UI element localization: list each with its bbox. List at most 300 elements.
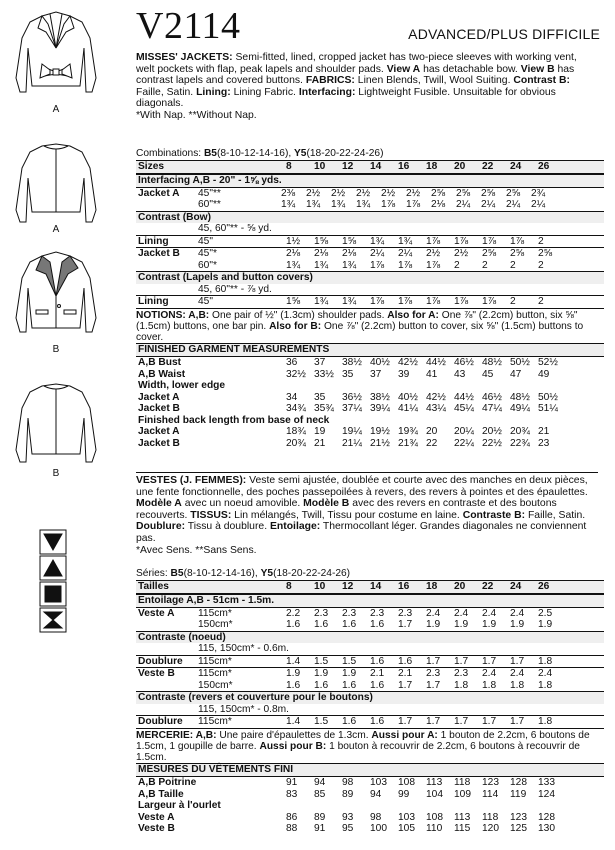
value-cell: 19¼ [342,426,362,438]
value-cell: 113 [454,811,471,823]
jacket-b-back-icon [12,380,100,470]
value-cell: 1⅞ [381,199,396,210]
value-cell: 44½ [426,357,446,369]
value-cell: 2½ [356,187,371,199]
value-cell: 2¾ [531,187,546,199]
veste-b-115-row [136,667,604,680]
value-cell: 2¼ [506,199,521,210]
value-cell: 120 [482,823,499,835]
size-header-cell: 10 [314,581,326,592]
value-cell: 1⅞ [370,296,385,307]
value-cell: 33½ [314,368,334,380]
interfacing-row: Interfacing A,B - 20" - 1⅝ yds. [136,174,604,187]
value-cell: 1.6 [286,679,301,691]
value-cell: 1⅞ [426,296,441,307]
value-cell: 44½ [454,391,474,403]
taille-row [136,789,604,801]
value-cell: 1.9 [482,619,497,630]
value-cell: 37¼ [342,403,362,415]
contrast-bow-row: Contrast (Bow) [136,211,604,224]
value-cell: 1.6 [398,655,413,667]
value-cell: 2½ [306,187,321,199]
value-cell: 2⅝ [538,248,553,259]
back-length-b-row [136,438,604,450]
value-cell: 50½ [510,357,530,369]
value-cell: 1¾ [398,235,413,247]
width-jacket-b-row [136,403,604,415]
size-header-cell: 22 [482,161,494,172]
row-label: Veste A [138,607,175,619]
value-cell: 2.3 [370,607,385,619]
value-cell: 1.7 [454,655,469,667]
value-cell: 2.4 [482,668,497,679]
row-label: Lining [138,296,169,307]
value-cell: 2⅝ [482,248,497,259]
value-cell: 1.9 [426,619,441,630]
value-cell: 2 [482,259,488,271]
value-cell: 20½ [482,426,502,438]
row-label: Jacket B [138,248,180,259]
fabric-width: 60"* [198,259,217,271]
value-cell: 1.9 [342,668,357,679]
size-header-cell: 14 [370,581,382,592]
value-cell: 2.3 [426,668,441,679]
value-cell: 2¼ [481,199,496,210]
size-header-cell: 20 [454,161,466,172]
value-cell: 42½ [398,357,418,369]
value-cell: 35 [342,368,354,380]
value-cell: 2.3 [398,607,413,619]
value-cell: 40½ [398,391,418,403]
jacket-b-45-row [136,247,604,260]
pattern-number: V2114 [136,5,241,47]
value-cell: 113 [426,777,443,789]
value-cell: 21½ [370,437,390,449]
tailles-header-row: Tailles 8 10 12 14 16 18 20 22 24 26 [136,580,604,594]
value-cell: 1¾ [331,199,346,210]
value-cell: 118 [454,777,471,789]
value-cell: 1.7 [510,716,525,727]
value-cell: 34 [286,391,298,403]
value-cell: 42½ [426,391,446,403]
row-label: Doublure [138,716,183,727]
value-cell: 36½ [342,391,362,403]
fabric-width: 115cm* [198,607,232,619]
value-cell: 2.4 [510,607,525,619]
value-cell: 1⅞ [482,235,497,247]
value-cell: 1.7 [398,619,413,630]
value-cell: 1⅞ [398,296,413,307]
size-header-cell: 12 [342,161,354,172]
finished-measurements-header: FINISHED GARMENT MEASUREMENTS [136,343,604,357]
value-cell: 1½ [286,235,301,247]
value-cell: 35 [314,391,326,403]
value-cell: 1⅞ [370,259,385,271]
value-cell: 123 [510,811,527,823]
value-cell: 49 [538,368,550,380]
value-cell: 104 [426,788,443,800]
entoilage-row: Entoilage A,B - 51cm - 1.5m. [136,594,604,607]
largeur-row: Largeur à l'ourlet [138,800,221,812]
value-cell: 93 [342,811,354,823]
lining-1-row [136,235,604,248]
contraste-revers-m-row: 115, 150cm* - 0.8m. [198,703,289,715]
value-cell: 37 [370,368,382,380]
value-cell: 47¼ [482,403,502,415]
value-cell: 1.7 [454,716,469,727]
value-cell: 99 [398,788,410,800]
value-cell: 1.7 [426,655,441,667]
size-header-cell: 10 [314,161,326,172]
value-cell: 23 [538,437,550,449]
value-cell: 1.6 [286,619,301,630]
value-cell: 103 [398,811,415,823]
value-cell: 1.4 [286,716,301,727]
value-cell: 37 [314,357,326,369]
value-cell: 41 [426,368,438,380]
value-cell: 19¾ [398,426,418,438]
value-cell: 2⅛ [314,248,329,259]
value-cell: 109 [454,788,471,800]
value-cell: 43¼ [426,403,446,415]
value-cell: 89 [342,788,354,800]
value-cell: 21 [314,437,326,449]
value-cell: 1.7 [482,655,497,667]
value-cell: 1.6 [370,655,385,667]
view-b-label: B [52,344,60,355]
value-cell: 1.7 [510,655,525,667]
row-label: A,B Bust [138,357,182,369]
value-cell: 2.4 [482,607,497,619]
value-cell: 91 [286,777,298,789]
value-cell: 2 [510,259,516,271]
fabric-width: 45"** [198,187,221,199]
value-cell: 35¾ [314,403,334,415]
largeur-veste-a-row [136,812,604,824]
value-cell: 88 [286,823,298,835]
view-b-back-label: B [52,468,60,479]
value-cell: 43 [454,368,466,380]
row-label: Lining [138,235,169,247]
fabric-width: 45" [198,235,213,247]
value-cell: 2 [510,296,516,307]
value-cell: 1.6 [370,679,385,691]
value-cell: 49¼ [510,403,530,415]
value-cell: 1.7 [426,716,441,727]
value-cell: 105 [398,823,415,835]
view-a-front-illustration [12,8,100,115]
value-cell: 103 [370,777,387,789]
value-cell: 18¾ [286,426,306,438]
value-cell: 51¼ [538,403,558,415]
value-cell: 1¾ [342,259,357,271]
back-length-a-row [136,426,604,438]
value-cell: 1.7 [482,716,497,727]
value-cell: 118 [482,811,499,823]
value-cell: 2.4 [426,607,441,619]
value-cell: 22½ [482,437,502,449]
mesures-header: MESURES DU VÊTEMENTS FINI [136,763,604,777]
jacket-a-back-icon [12,140,100,230]
bust-row [136,357,604,369]
value-cell: 1⅞ [398,259,413,271]
largeur-veste-b-row [136,823,604,835]
size-header-cell: 8 [286,161,292,172]
notions-english: NOTIONS: A,B: One pair of ½" (1.3cm) shoulder pads. Also for A: One ⅞" (2.2cm) button, six ⅝" (1.5cm) buttons, one bar pin. Also for B: One ⅞" (2.2cm) button to cover, six ⅝" (1.5cm) buttons to cover. [136,308,604,344]
value-cell: 2.4 [454,607,469,619]
description-french: VESTES (J. FEMMES): Veste semi ajustée, doublée et courte avec des manches en deux pièces, une fente fonctionnelle, des poches passepoilées à revers, des revers à pointes et des épaulettes. Modèle A avec un noeud amovible. Modèle B avec des revers en contraste et des boutons recouverts. TISSUS: Lin mélangés, Twill, Tissu pour costume en laine. Contraste B: Faille, Satin. Doublure: Tissu à doublure. Entoilage: Thermocollant léger. Grandes diagonales ne conviennent pas. *Avec Sens. **Sans Sens. [136,472,598,556]
value-cell: 2.1 [370,668,385,679]
contraste-revers-row: Contraste (revers et couverture pour le boutons) [136,691,604,704]
fabric-width: 150cm* [198,679,233,691]
value-cell: 1⅞ [426,235,441,247]
value-cell: 91 [314,823,326,835]
yardage-table-french [136,568,604,835]
value-cell: 98 [342,777,354,789]
value-cell: 123 [482,777,499,789]
value-cell: 21¾ [398,437,418,449]
fabric-width: 150cm* [198,619,233,630]
value-cell: 1.6 [342,716,357,727]
value-cell: 1.7 [398,716,413,727]
layout-symbols [38,528,68,643]
veste-b-150-row [136,680,604,692]
value-cell: 100 [370,823,387,835]
view-sidebar [0,0,108,850]
value-cell: 2 [538,259,544,271]
value-cell: 2⅝ [431,187,446,199]
value-cell: 86 [286,811,298,823]
value-cell: 2.3 [342,607,357,619]
value-cell: 1.8 [538,655,553,667]
size-header-cell: 24 [510,581,522,592]
series-line: Séries: B5(8-10-12-14-16), Y5(18-20-22-24-26) [136,568,351,579]
value-cell: 38½ [370,391,390,403]
value-cell: 1¾ [281,199,296,210]
value-cell: 2 [538,235,544,247]
value-cell: 83 [286,788,298,800]
row-label: A,B Poitrine [138,777,197,789]
size-header-cell: 14 [370,161,382,172]
value-cell: 1.8 [454,679,469,691]
value-cell: 39¼ [370,403,390,415]
value-cell: 108 [398,777,415,789]
value-cell: 98 [370,811,382,823]
difficulty-level: ADVANCED/PLUS DIFFICILE [408,26,600,42]
fabric-width: 115cm* [198,716,232,727]
waist-row [136,369,604,381]
value-cell: 1.9 [286,668,301,679]
value-cell: 1¾ [286,259,301,271]
value-cell: 94 [370,788,382,800]
value-cell: 125 [510,823,527,835]
value-cell: 32½ [286,368,306,380]
row-label: Jacket B [138,437,180,449]
value-cell: 47 [510,368,522,380]
value-cell: 20¾ [286,437,306,449]
row-label: Jacket B [138,403,180,415]
value-cell: 46½ [454,357,474,369]
jacket-a-45-row [136,187,604,200]
fabric-width: 115cm* [198,655,232,667]
mercerie-french: MERCERIE: A,B: Une paire d'épaulettes de 1.3cm. Aussi pour A: 1 bouton de 2.2cm, 6 boutons de 1.5cm, 1 goupille de barre. Aussi pour B: 1 bouton à recouvrir de 2.2cm, 6 boutons à recouvrir de 1.5cm. [136,728,604,764]
value-cell: 2½ [406,187,421,199]
value-cell: 48½ [482,357,502,369]
value-cell: 1⅞ [482,296,497,307]
veste-a-150-row [136,619,604,631]
lining-2-row [136,295,604,308]
value-cell: 52½ [538,357,558,369]
value-cell: 1.5 [314,655,329,667]
width-lower-edge-row: Width, lower edge [138,380,226,392]
view-b-back-illustration [12,380,100,479]
value-cell: 2¼ [456,199,471,210]
size-header-cell: 18 [426,581,438,592]
value-cell: 50½ [538,391,558,403]
combinations-line: Combinations: B5(8-10-12-14-16), Y5(18-20-22-24-26) [136,148,384,159]
value-cell: 21¼ [342,437,362,449]
value-cell: 2.3 [314,607,329,619]
value-cell: 1.8 [510,679,525,691]
main-content [136,0,604,850]
value-cell: 1⅞ [510,235,525,247]
value-cell: 2⅛ [286,248,301,259]
value-cell: 2¼ [398,248,413,259]
size-header-cell: 24 [510,161,522,172]
value-cell: 2.4 [538,668,553,679]
view-a-back-label: A [52,224,60,235]
value-cell: 2¼ [370,248,385,259]
size-header-cell: 18 [426,161,438,172]
row-label: Jacket A [138,426,180,438]
value-cell: 1¾ [356,199,371,210]
value-cell: 20¾ [510,426,530,438]
value-cell: 45¼ [454,403,474,415]
value-cell: 1.6 [314,679,329,691]
value-cell: 2.5 [538,607,553,619]
value-cell: 1.9 [454,619,469,630]
value-cell: 2.1 [398,668,413,679]
value-cell: 1.5 [314,716,329,727]
row-label: Veste A [138,811,175,823]
value-cell: 2¼ [531,199,546,210]
value-cell: 1⅞ [406,199,421,210]
value-cell: 21 [538,426,550,438]
value-cell: 1¾ [342,296,357,307]
value-cell: 2 [538,296,544,307]
value-cell: 2½ [381,187,396,199]
fabric-width: 45" [198,296,213,307]
value-cell: 1.9 [538,619,553,630]
contraste-noeud-m-row: 115, 150cm* - 0.6m. [198,643,289,654]
jacket-b-60-row [136,260,604,272]
value-cell: 95 [342,823,354,835]
value-cell: 1.6 [314,619,329,630]
value-cell: 114 [482,788,499,800]
jacket-b-front-icon [12,248,100,340]
value-cell: 22¼ [454,437,474,449]
value-cell: 2 [454,259,460,271]
value-cell: 128 [510,777,527,789]
sizes-header-row: Sizes 8 10 12 14 16 18 20 22 24 26 [136,160,604,174]
value-cell: 85 [314,788,326,800]
row-label: Jacket A [138,391,180,403]
size-header-cell: 20 [454,581,466,592]
value-cell: 2.2 [286,607,301,619]
value-cell: 22¾ [510,437,530,449]
description-english: MISSES' JACKETS: Semi-fitted, lined, cropped jacket has two-piece sleeves with working vent, welt pockets with flap, peak lapels and shoulder pads. View A has detachable bow. View B has contrast lapels and covered buttons. FABRICS: Linen Blends, Twill, Wool Suiting. Contrast B: Faille, Satin. Lining: Lining Fabric. Interfacing: Lightweight Fusible. Unsuitable for obvious diagonals. *With Nap. **Without Nap. [136,52,577,121]
doublure-1-row [136,655,604,668]
value-cell: 1⅝ [286,296,301,307]
value-cell: 130 [538,823,555,835]
contraste-noeud-row: Contraste (noeud) [136,631,604,644]
value-cell: 34¾ [286,403,306,415]
value-cell: 1¾ [314,259,329,271]
row-label: A,B Taille [138,788,184,800]
fabric-width: 45"* [198,248,217,259]
value-cell: 110 [426,823,443,835]
veste-a-115-row [136,607,604,620]
value-cell: 94 [314,777,326,789]
value-cell: 124 [538,788,555,800]
size-header-cell: 8 [286,581,292,592]
size-header-cell: 12 [342,581,354,592]
size-header-cell: 16 [398,161,410,172]
value-cell: 2½ [331,187,346,199]
value-cell: 1⅞ [454,296,469,307]
row-label: Jacket A [138,187,180,199]
poitrine-row [136,777,604,789]
width-jacket-a-row [136,392,604,404]
value-cell: 38½ [342,357,362,369]
value-cell: 2⅜ [281,187,296,199]
value-cell: 1.8 [482,679,497,691]
value-cell: 89 [314,811,326,823]
size-header-cell: 26 [538,581,550,592]
value-cell: 1.6 [370,716,385,727]
value-cell: 1.7 [398,679,413,691]
view-a-back-illustration [12,140,100,235]
contrast-bow-yd-row: 45, 60"** - ⅝ yd. [198,223,272,234]
value-cell: 2.4 [510,668,525,679]
jacket-a-60-row [136,199,604,211]
value-cell: 36 [286,357,298,369]
value-cell: 119 [510,788,527,800]
value-cell: 115 [454,823,471,835]
value-cell: 1¾ [314,296,329,307]
value-cell: 1.5 [342,655,357,667]
value-cell: 1.6 [370,619,385,630]
value-cell: 48½ [510,391,530,403]
value-cell: 133 [538,777,555,789]
size-header-cell: 16 [398,581,410,592]
row-label: Doublure [138,655,183,667]
value-cell: 45 [482,368,494,380]
value-cell: 20¼ [454,426,474,438]
value-cell: 1.8 [538,716,553,727]
size-header-cell: 26 [538,161,550,172]
contrast-lapels-row: Contrast (Lapels and button covers) [136,271,604,284]
value-cell: 1⅞ [454,235,469,247]
value-cell: 1⅝ [342,235,357,247]
value-cell: 1.6 [342,679,357,691]
value-cell: 1¾ [370,235,385,247]
fabric-width: 115cm* [198,668,232,679]
value-cell: 1¾ [306,199,321,210]
view-b-front-illustration [12,248,100,355]
value-cell: 20 [426,426,438,438]
value-cell: 1⅝ [314,235,329,247]
